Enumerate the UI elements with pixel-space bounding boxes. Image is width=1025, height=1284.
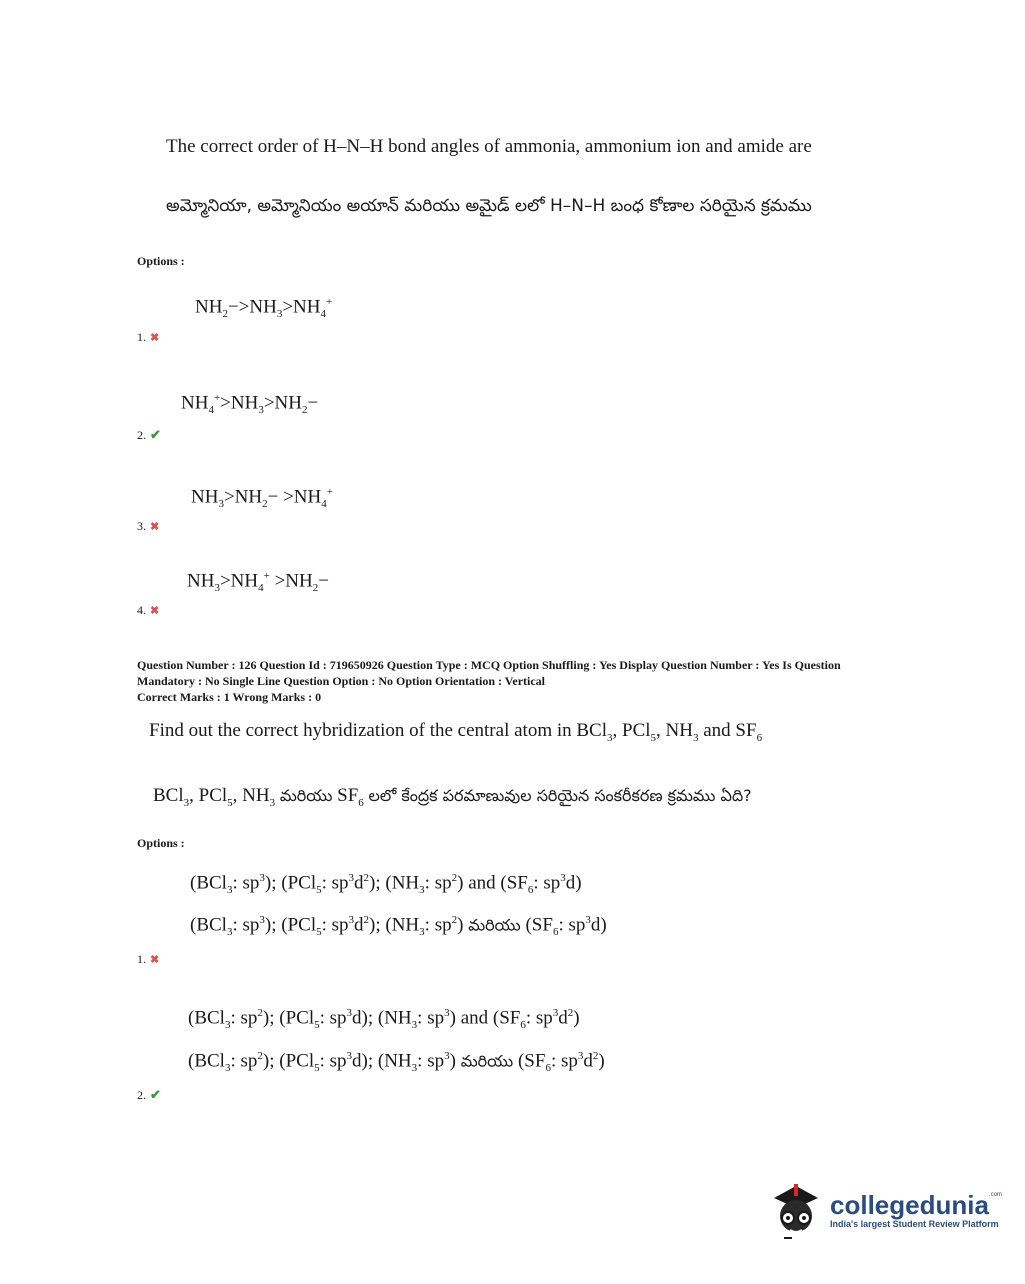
brand-tagline: India's largest Student Review Platform — [830, 1218, 999, 1229]
question1-option4-formula: $NH_3>NH_4^+ >NH_2-$ — [187, 570, 329, 595]
question1-option4-number: 4. ✖ — [137, 603, 160, 617]
collegedunia-logo — [768, 1180, 1002, 1240]
question2-option2-formula-te: (BCl$_3$: $sp^2$); (PCl$_5$: $sp^3d$); ($NH_3$: $sp^3$) మరియు ($SF_6$: $sp^3d^2$) — [188, 1050, 605, 1075]
question1-text-en: The correct order of H–N–H bond angles of ammonia, ammonium ion and amide are — [166, 136, 812, 157]
question1-option2-number: 2. ✔ — [137, 427, 161, 442]
check-icon: ✔ — [150, 1087, 161, 1102]
question2-text-te: BCl$_3$, PCl$_5$, $NH_3$ మరియు $SF_6$ లలో కేంద్రక పరమాణువుల సరియైన సంకరీకరణ క్రమము ఏది? — [153, 785, 752, 809]
question2-options-label: Options : — [137, 836, 185, 850]
cross-icon: ✖ — [150, 954, 160, 966]
question1-option3-formula: $NH_3>NH_2- >NH_4^+$ — [191, 486, 333, 511]
question1-option2-formula: $NH_4^+>NH_3>NH_2-$ — [181, 392, 319, 417]
question2-marks: Correct Marks : 1 Wrong Marks : 0 — [137, 690, 322, 704]
brand-name: collegedunia — [830, 1189, 989, 1220]
cross-icon: ✖ — [150, 521, 160, 533]
question2-text-en: Find out the correct hybridization of the central atom in BCl$_3$, PCl$_5$, $NH_3$ and $SF_6$ — [149, 720, 763, 744]
check-icon: ✔ — [150, 427, 161, 442]
cross-icon: ✖ — [150, 605, 160, 617]
brand-suffix: .com — [988, 1191, 1002, 1198]
question1-text-te: అమ్మోనియా, అమ్మోనియం అయాన్ మరియు అమైడ్ లలో H–N–H బంధ కోణాల సరియైన క్రమము — [166, 196, 812, 216]
question2-option1-formula-te: (BCl$_3$: $sp^3$); (PCl$_5$: $sp^3d^2$); ($NH_3$: $sp^2$) మరియు ($SF_6$: $sp^3d$) — [190, 914, 607, 939]
question2-option2-formula-en: (BCl$_3$: $sp^2$); (PCl$_5$: $sp^3d$); ($NH_3$: $sp^3$) and ($SF_6$: $sp^3d^2$) — [188, 1007, 580, 1032]
question2-meta: Question Number : 126 Question Id : 719650926 Question Type : MCQ Option Shuffling : Yes Display Question Number : Yes Is Question Mandatory : No Single Line Question Option : No Option Orientation : Vertical — [137, 658, 841, 688]
question1-option3-number: 3. ✖ — [137, 519, 160, 533]
question1-options-label: Options : — [137, 254, 185, 268]
cross-icon: ✖ — [150, 332, 160, 344]
question2-option1-formula-en: (BCl$_3$: $sp^3$); (PCl$_5$: $sp^3d^2$); ($NH_3$: $sp^2$) and ($SF_6$: $sp^3d$) — [190, 872, 582, 897]
mascot-icon — [768, 1180, 824, 1240]
question1-option1-number: 1. ✖ — [137, 330, 160, 344]
question2-option1-number: 1. ✖ — [137, 952, 160, 966]
question2-option2-number: 2. ✔ — [137, 1087, 161, 1102]
question1-option1-formula: $NH_2->NH_3>NH_4^+$ — [195, 296, 333, 321]
